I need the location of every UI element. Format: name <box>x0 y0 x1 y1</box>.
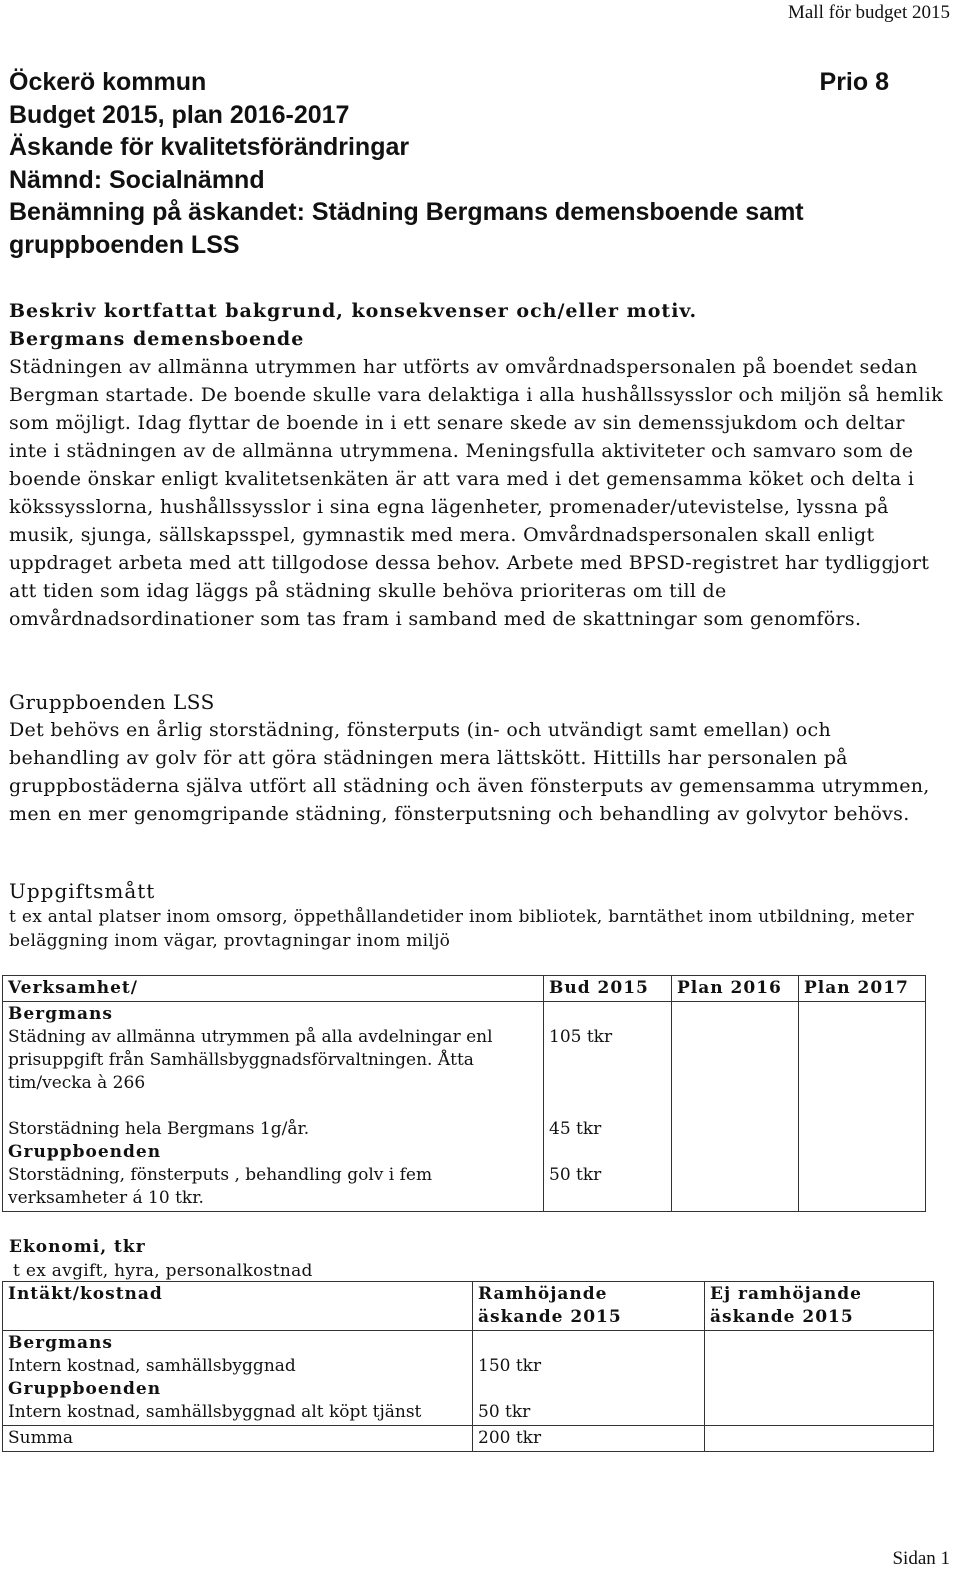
request-name-title: Benämning på äskandet: Städning Bergmans demensboende samt <box>9 198 804 226</box>
table-cell <box>799 1002 926 1212</box>
paragraph-bergmans: Städningen av allmänna utrymmen har utförts av omvårdnadspersonalen på boendet sedan Bergman startade. De boende skulle vara delaktiga i alla hushållssysslor och miljön så hemlik som möjligt. Idag flyttar de boende in i ett senare skede av sin demenssjukdom och deltar inte i städningen av de allmänna utrymmena. Meningsfulla aktiviteter och samvaro som de boende önskar enligt kvalitetsenkäten är att vara med i det gemensamma köket och delta i kökssysslorna, hushållssysslor i sina egna lägenheter, promenader/utevistelse, lyssna på musik, sjunga, sällskapsspel, gymnastik med mera. Omvårdnadspersonalen skall enligt uppdraget arbeta med att tillgodose dessa behov. Arbete med BPSD-registret har tydliggjort att tiden som idag läggs på städning skulle behöva prioriteras om till de omvårdnadsordinationer som tas fram i samband med de skattningar som genomförs. <box>9 356 943 630</box>
budget-title: Budget 2015, plan 2016-2017 <box>9 100 350 129</box>
title-block <box>9 66 889 261</box>
row-text: Storstädning, fönsterputs , behandling golv i fem verksamheter á 10 tkr. <box>8 1165 433 1208</box>
metrics-section <box>9 877 944 953</box>
row-text: Intern kostnad, samhällsbyggnad alt köpt tjänst <box>8 1402 422 1422</box>
table-cell <box>672 1002 799 1212</box>
row-value: 105 tkr <box>549 1027 613 1047</box>
request-type-title: Äskande för kvalitetsförändringar <box>9 133 410 161</box>
row-value: 45 tkr <box>549 1119 602 1139</box>
economy-heading: Ekonomi, tkr <box>9 1237 146 1257</box>
metrics-heading: Uppgiftsmått <box>9 879 156 903</box>
paragraph-lss: Det behövs en årlig storstädning, fönsterputs (in- och utvändigt samt emellan) och behandling av golv för att göra städningen mera lättskött. Hittills har personalen på gruppbostäderna själva utfört all städning och även fönsterputs av gemensamma utrymmen, men en mer genomgripande städning, fönsterputsning och behandling av golvytor behövs. <box>9 719 930 825</box>
col-header-bud-2015: Bud 2015 <box>544 976 672 1002</box>
municipality-title: Öckerö kommun <box>9 68 207 96</box>
sum-value: 200 tkr <box>473 1426 705 1452</box>
economy-section <box>9 1235 944 1283</box>
table-cell <box>3 1331 473 1426</box>
subheading-bergmans: Bergmans demensboende <box>9 328 305 350</box>
group-label-bergmans: Bergmans <box>8 1004 113 1024</box>
col-header-plan-2017: Plan 2017 <box>799 976 926 1002</box>
row-value: 50 tkr <box>478 1402 531 1422</box>
row-text: Storstädning hela Bergmans 1g/år. <box>8 1119 310 1139</box>
table-cell <box>473 1331 705 1426</box>
committee-title: Nämnd: Socialnämnd <box>9 165 265 194</box>
lss-section <box>9 688 944 828</box>
col-header-verksamhet: Verksamhet/ <box>3 976 544 1002</box>
group-label-gruppboenden: Gruppboenden <box>8 1379 162 1399</box>
table-cell <box>705 1331 934 1426</box>
subheading-lss: Gruppboenden LSS <box>9 690 215 714</box>
row-value: 150 tkr <box>478 1356 542 1376</box>
col-header-ej-ramhojande: Ej ramhöjande äskande 2015 <box>705 1282 934 1331</box>
economy-note: t ex avgift, hyra, personalkostnad <box>13 1261 313 1281</box>
table-cell <box>3 1002 544 1212</box>
priority-label: Prio 8 <box>819 68 889 96</box>
table-cell <box>705 1426 934 1452</box>
document-template-label: Mall för budget 2015 <box>787 2 950 23</box>
economy-table <box>2 1281 934 1452</box>
request-name-title-cont: gruppboenden LSS <box>9 230 240 259</box>
row-text: Intern kostnad, samhällsbyggnad <box>8 1356 296 1376</box>
sum-label: Summa <box>3 1426 473 1452</box>
background-heading: Beskriv kortfattat bakgrund, konsekvenser och/eller motiv. <box>9 300 698 322</box>
group-label-gruppboenden: Gruppboenden <box>8 1142 162 1162</box>
metrics-table <box>2 975 926 1212</box>
row-text: Städning av allmänna utrymmen på alla avdelningar enl prisuppgift från Samhällsbyggnadsförvaltningen. Åtta tim/vecka à 266 <box>8 1027 493 1093</box>
col-header-plan-2016: Plan 2016 <box>672 976 799 1002</box>
table-cell <box>544 1002 672 1212</box>
row-value: 50 tkr <box>549 1165 602 1185</box>
metrics-note: t ex antal platser inom omsorg, öppethållandetider inom bibliotek, barntäthet inom utbildning, meter beläggning inom vägar, provtagningar inom miljö <box>9 907 915 951</box>
background-section <box>9 297 944 633</box>
col-header-intakt-kostnad: Intäkt/kostnad <box>3 1282 473 1331</box>
col-header-ramhojande: Ramhöjande äskande 2015 <box>473 1282 705 1331</box>
group-label-bergmans: Bergmans <box>8 1333 113 1353</box>
page-number: Sidan 1 <box>892 1548 950 1569</box>
